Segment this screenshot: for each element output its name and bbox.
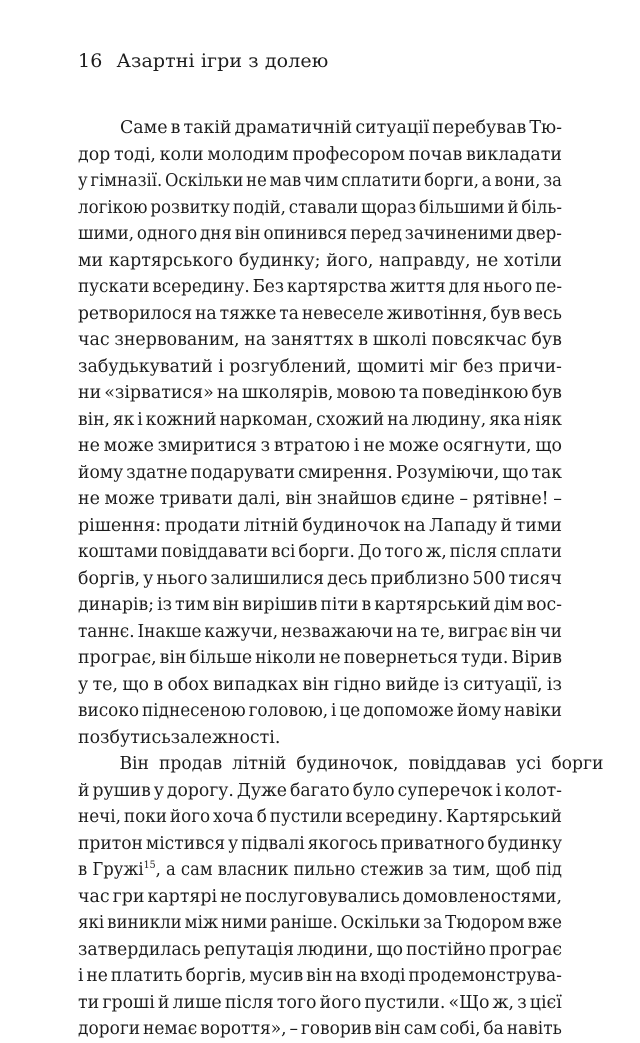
text-line: час гри картярі не послуговувались домовленостями, — [78, 886, 562, 907]
paragraph-1 — [78, 115, 562, 751]
paragraph-2-lines-after-note — [78, 884, 562, 1043]
text-line: у те, що в обох випадках він гідно вийде із ситуації, із — [78, 674, 562, 695]
text-line: ти гроші й лише після того його пустили. «Що ж, з цієї — [78, 992, 562, 1013]
text-line: програє, він більше ніколи не повернеться туди. Вірив — [78, 648, 563, 668]
text-line: й рушив у дорогу. Дуже багато було суперечок і колот- — [78, 780, 562, 801]
text-line: Саме в такій драматичній ситуації перебував Тю- — [120, 118, 562, 138]
text-line: таннє. Інакше кажучи, незважаючи на те, виграє він чи — [78, 621, 562, 642]
text-line: йому здатне подарувати смирення. Розуміючи, що так — [78, 462, 563, 483]
running-title: Азартні ігри з долею — [116, 50, 329, 72]
text-line: нечі, поки його хоча б пустили всередину. Картярський — [78, 807, 563, 827]
text-line: ни «зірватися» на школярів, мовою та поведінкою був — [78, 383, 562, 403]
text-line: ми картярського будинку; його, направду, не хотіли — [78, 250, 562, 271]
text-line: притон містився у підвалі якогось приватного будинку — [78, 833, 563, 854]
text-line: затвердилась репутація людини, що постійно програє — [78, 939, 563, 960]
text-line: він, як і кожний наркоман, схожий на людину, яка ніяк — [78, 409, 562, 430]
footnote-ref[interactable]: 15 — [143, 860, 156, 872]
text-line: які виникли між ними раніше. Оскільки за Тюдором вже — [78, 913, 563, 933]
paragraph-2-lines-before-note — [78, 751, 604, 857]
body-text — [78, 115, 604, 1043]
footnote-line-text: в Гружі$^{15}$, а сам власник пильно стежив за тим, щоб під — [78, 860, 562, 880]
text-line: динарів; із тим він вирішив піти в картярський дім вос- — [78, 595, 563, 615]
text-line: у гімназії. Оскільки не мав чим сплатити борги, а вони, за — [78, 171, 562, 191]
text-line: коштами повіддавати всі борги. До того ж, після сплати — [78, 542, 562, 562]
page-number: 16 — [78, 50, 103, 72]
text-line: Він продав літній будиночок, повіддавав усі борги — [119, 754, 604, 774]
text-line: не може тривати далі, він знайшов єдине – рятівне! – — [78, 489, 562, 509]
text-line: боргів, у нього залишилися десь приблизно 500 тисяч — [78, 568, 562, 589]
text-line: пускати всередину. Без картярства життя для нього пе- — [78, 277, 562, 297]
text-line: дор тоді, коли молодим професором почав викладати — [78, 144, 562, 165]
text-line: ретворилося на тяжке та невеселе животіння, був весь — [78, 303, 562, 324]
text-line: забудькуватий і розгублений, щомиті міг без причи- — [78, 356, 562, 377]
text-line: рішення: продати літній будиночок на Лападу й тими — [78, 515, 562, 536]
text-line: логікою розвитку подій, ставали щораз більшими й біль- — [78, 197, 562, 218]
text-line: шими, одного дня він опинився перед зачиненими двер- — [78, 224, 562, 244]
text-line: не може змиритися з втратою і не може осягнути, що — [78, 436, 562, 456]
text-line: і не платить боргів, мусив він на вході продемонструва- — [78, 966, 562, 986]
running-header — [78, 50, 328, 72]
text-line: дороги немає вороття», – говорив він сам собі, ба навіть — [78, 1019, 562, 1039]
text-line-with-footnote — [78, 857, 562, 884]
text-line: час знервованим, на заняттях в школі повсякчас був — [78, 330, 562, 350]
paragraph-2 — [78, 751, 604, 1043]
text-line: високо піднесеною головою, і це допоможе йому навіки — [78, 701, 563, 721]
text-line: позбутись залежності. — [78, 727, 281, 748]
